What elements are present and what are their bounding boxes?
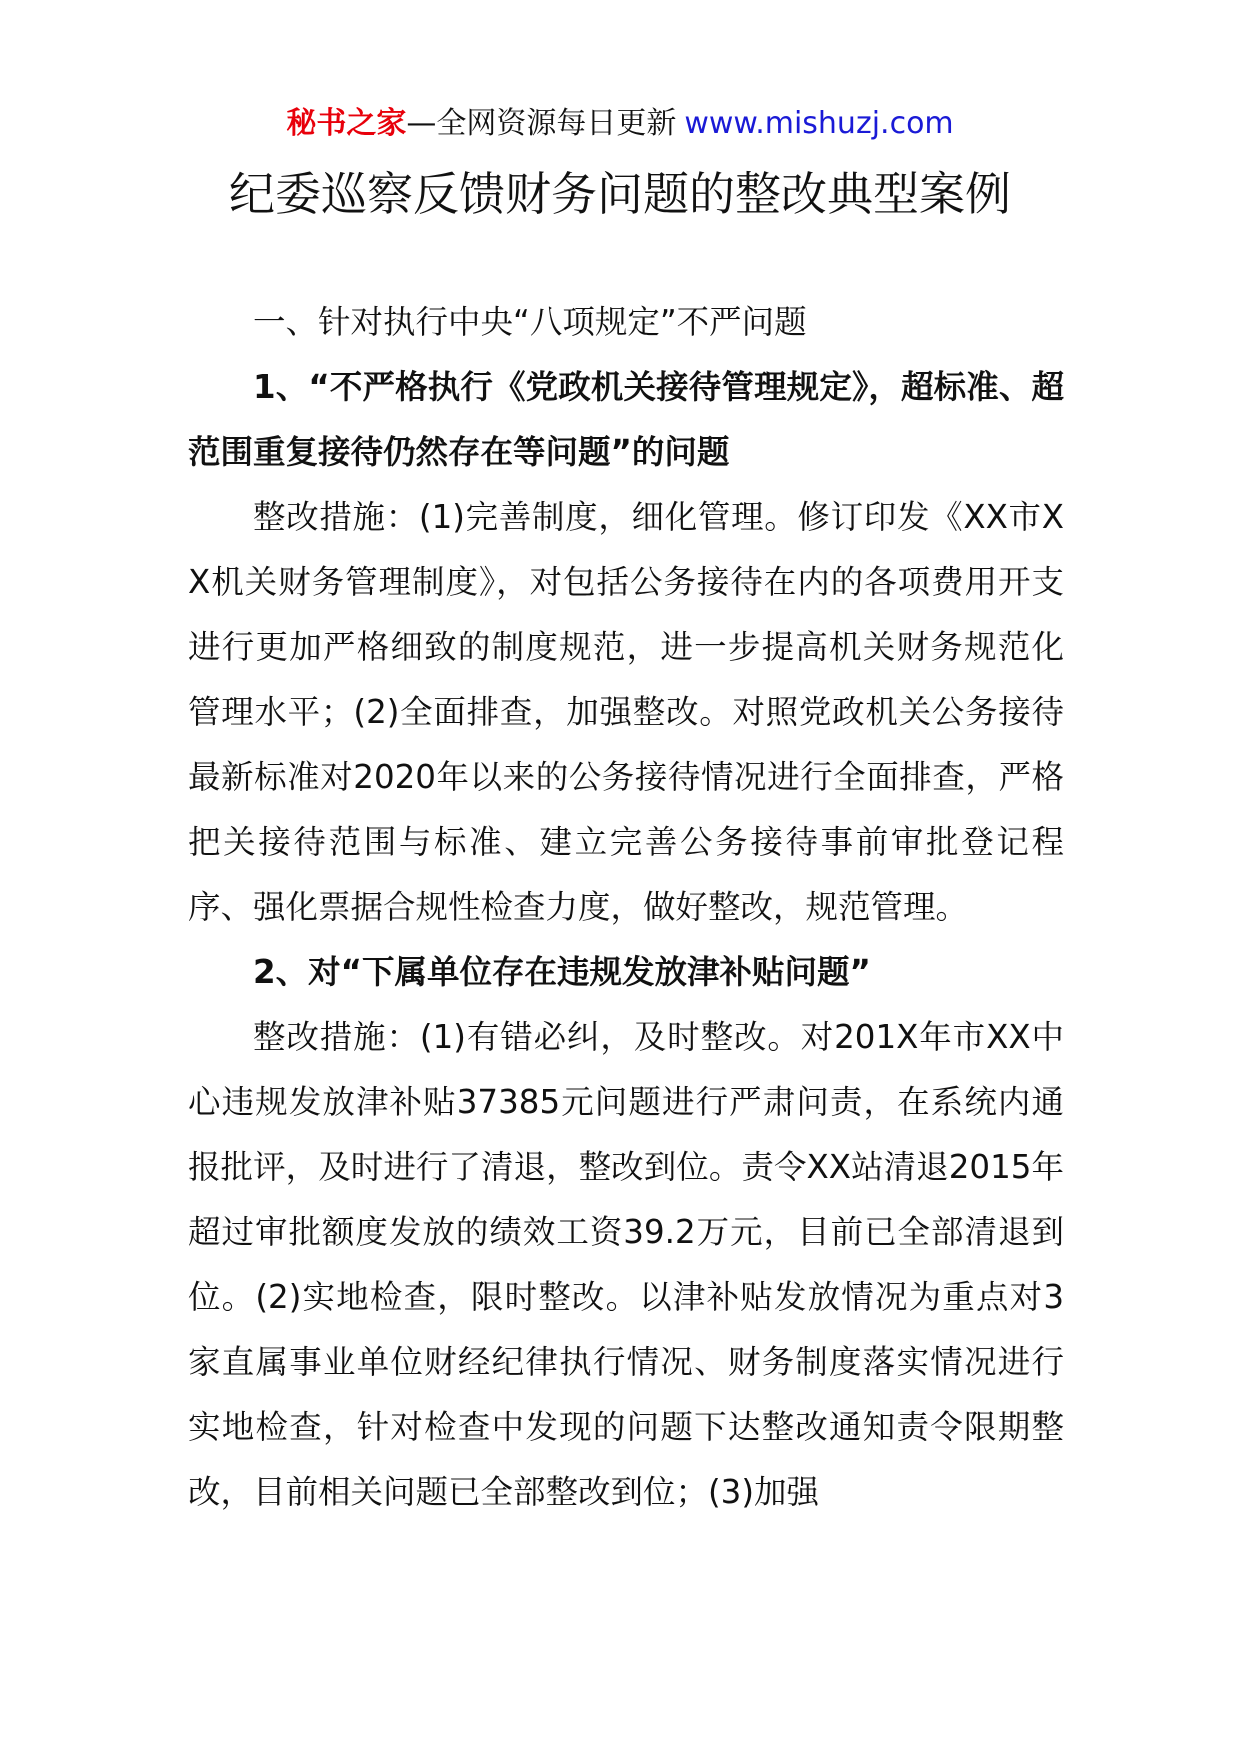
- document-body: [188, 290, 1064, 1525]
- rectification-paragraph-2: 整改措施：(1)有错必纠，及时整改。对201X年市XX中心违规发放津补贴37385元问题进行严肃问责，在系统内通报批评，及时进行了清退，整改到位。责令XX站清退2015年超过审批额度发放的绩效工资39.2万元，目前已全部清退到位。(2)实地检查，限时整改。以津补贴发放情况为重点对3家直属事业单位财经纪律执行情况、财务制度落实情况进行实地检查，针对检查中发现的问题下达整改通知责令限期整改，目前相关问题已全部整改到位；(3)加强: [188, 1018, 1064, 1511]
- brand-name: 秘书之家: [286, 106, 407, 141]
- document-title: 纪委巡察反馈财务问题的整改典型案例: [229, 167, 1011, 221]
- site-header: [0, 102, 1240, 146]
- section-heading: 一、针对执行中央“八项规定”不严问题: [253, 303, 807, 341]
- issue-heading-2: 2、对“下属单位存在违规发放津补贴问题”: [253, 953, 871, 991]
- site-url-link[interactable]: www.mishuzj.com: [684, 106, 954, 141]
- rectification-paragraph-1: 整改措施：(1)完善制度，细化管理。修订印发《XX市XX机关财务管理制度》，对包括公务接待在内的各项费用开支进行更加严格细致的制度规范，进一步提高机关财务规范化管理水平；(2)全面排查，加强整改。对照党政机关公务接待最新标准对2020年以来的公务接待情况进行全面排查，严格把关接待范围与标准、建立完善公务接待事前审批登记程序、强化票据合规性检查力度，做好整改，规范管理。: [188, 498, 1064, 926]
- site-tagline: —全网资源每日更新: [406, 106, 677, 141]
- issue-heading-1: 1、“不严格执行《党政机关接待管理规定》，超标准、超范围重复接待仍然存在等问题”的问题: [188, 368, 1064, 471]
